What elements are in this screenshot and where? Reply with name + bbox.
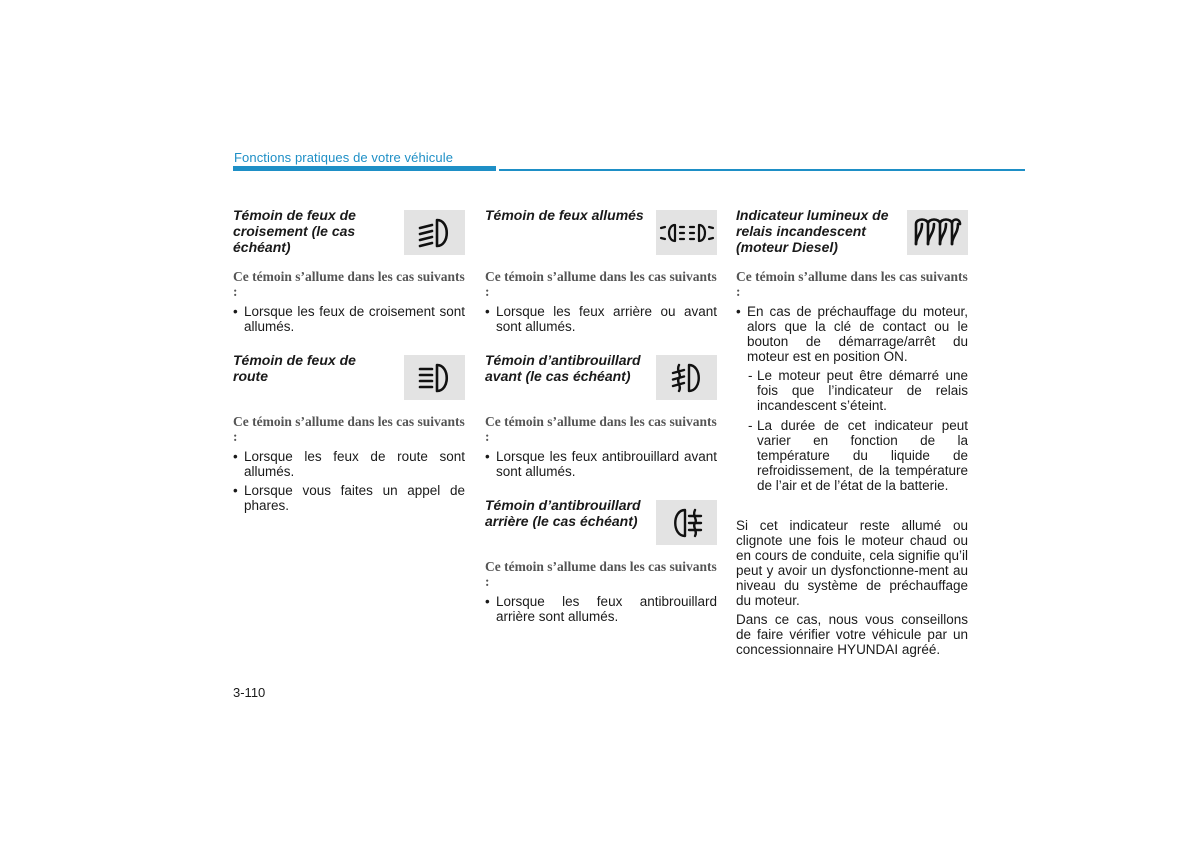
paragraph: Si cet indicateur reste allumé ou clignote une fois le moteur chaud ou en cours de conduite, cela signifie qu’il peut y avoir un dysfonctionne-ment au niveau du système de préchauffage du moteur. — [736, 518, 968, 608]
page-number: 3-110 — [233, 685, 266, 700]
bullet-list — [233, 449, 465, 513]
header-rule-thick — [233, 166, 496, 171]
list-item: • En cas de préchauffage du moteur, alors que la clé de contact ou le bouton de démarrage/arrêt du moteur est en position ON. — [736, 304, 968, 364]
bullet-list — [233, 304, 465, 334]
list-item: • Lorsque les feux antibrouillard avant sont allumés. — [485, 449, 717, 479]
section-high-beam — [233, 352, 465, 513]
bullet-list — [485, 449, 717, 479]
header-rule-thin — [499, 169, 1025, 171]
section-front-fog — [485, 352, 717, 479]
lead-text: Ce témoin s’allume dans les cas suivants : — [485, 269, 717, 299]
section-title: Témoin de feux allumés — [485, 207, 644, 223]
bullet-list — [485, 594, 717, 624]
high-beam-icon — [404, 355, 465, 400]
column-2 — [485, 207, 717, 642]
glow-plug-icon — [907, 210, 968, 255]
dash-list — [748, 368, 968, 493]
section-lights-on — [485, 207, 717, 334]
section-title: Témoin de feux de croisement (le cas échéant) — [233, 207, 356, 255]
section-header-title: Fonctions pratiques de votre véhicule — [234, 150, 454, 165]
dash-item: - La durée de cet indicateur peut varier en fonction de la température du liquide de refroidissement, de la température de l’air et de l’état de la batterie. — [748, 418, 968, 493]
lead-text: Ce témoin s’allume dans les cas suivants : — [485, 559, 717, 589]
low-beam-icon — [404, 210, 465, 255]
section-glow-plug — [736, 207, 968, 657]
bullet-list — [485, 304, 717, 334]
section-title: Indicateur lumineux de relais incandescent (moteur Diesel) — [736, 207, 889, 255]
section-title: Témoin de feux de route — [233, 352, 356, 384]
bullet-list — [736, 304, 968, 364]
lead-text: Ce témoin s’allume dans les cas suivants : — [485, 414, 717, 444]
list-item: • Lorsque les feux de croisement sont allumés. — [233, 304, 465, 334]
position-lights-icon — [656, 210, 717, 255]
paragraph: Dans ce cas, nous vous conseillons de faire vérifier votre véhicule par un concessionnaire HYUNDAI agréé. — [736, 612, 968, 657]
dash-item: - Le moteur peut être démarré une fois que l’indicateur de relais incandescent s’éteint. — [748, 368, 968, 413]
list-item: • Lorsque les feux antibrouillard arrière sont allumés. — [485, 594, 717, 624]
list-item: • Lorsque les feux arrière ou avant sont allumés. — [485, 304, 717, 334]
list-item: • Lorsque les feux de route sont allumés. — [233, 449, 465, 479]
column-1 — [233, 207, 465, 531]
lead-text: Ce témoin s’allume dans les cas suivants : — [233, 269, 465, 299]
front-fog-icon — [656, 355, 717, 400]
lead-text: Ce témoin s’allume dans les cas suivants : — [233, 414, 465, 444]
section-title: Témoin d’antibrouillard arrière (le cas échéant) — [485, 497, 641, 529]
column-3 — [736, 207, 968, 675]
list-item: • Lorsque vous faites un appel de phares. — [233, 483, 465, 513]
rear-fog-icon — [656, 500, 717, 545]
section-low-beam — [233, 207, 465, 334]
lead-text: Ce témoin s’allume dans les cas suivants : — [736, 269, 968, 299]
section-rear-fog — [485, 497, 717, 624]
section-title: Témoin d’antibrouillard avant (le cas échéant) — [485, 352, 641, 384]
